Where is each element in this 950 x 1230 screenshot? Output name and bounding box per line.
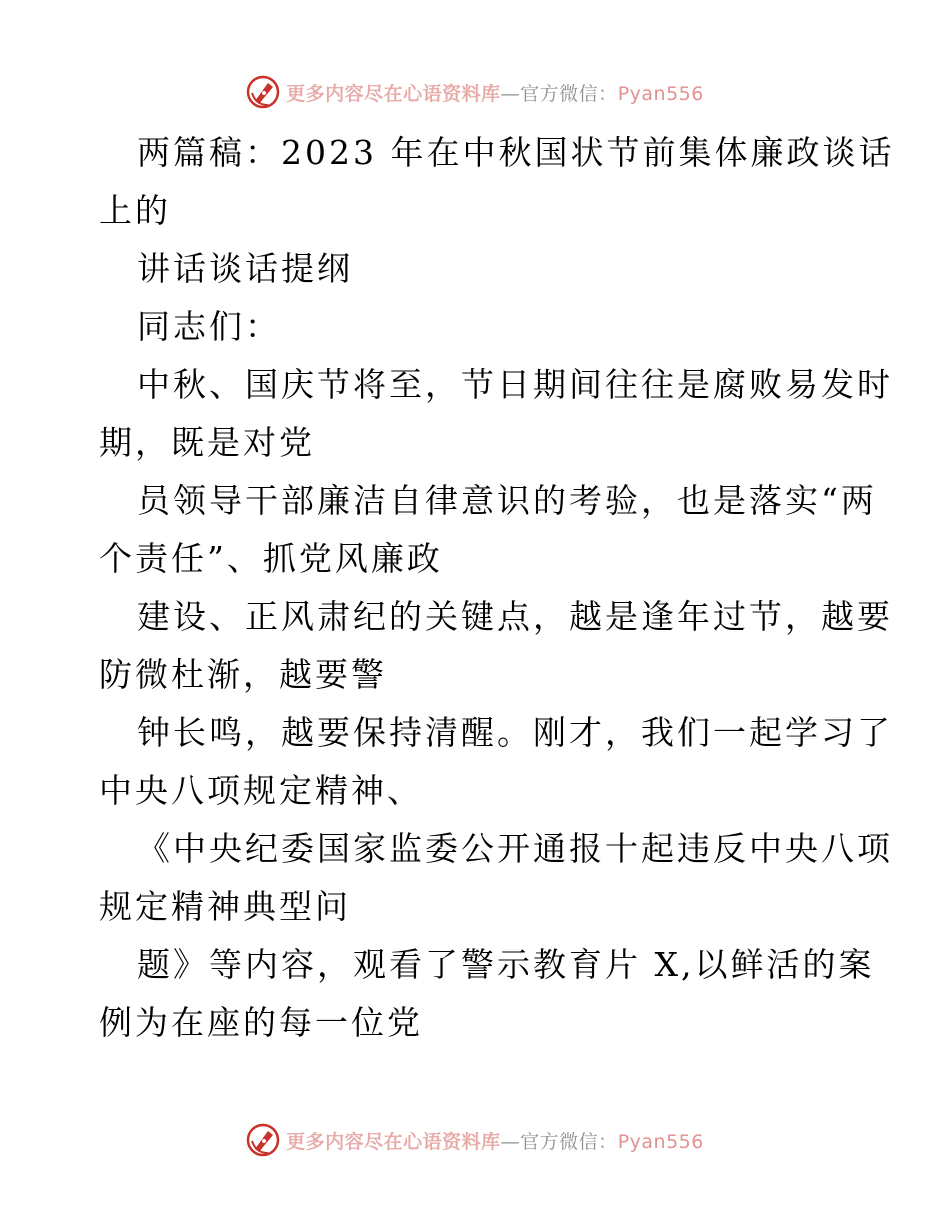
watermark-text [286, 79, 704, 106]
paragraph-line: 防微杜渐，越要警 [99, 655, 387, 694]
paragraph-line: 员领导干部廉洁自律意识的考验，也是落实“两 [137, 481, 877, 520]
paragraph-line: 中秋、国庆节将至，节日期间往往是腐败易发时 [137, 365, 893, 404]
paragraph-line: 建设、正风肃纪的关键点，越是逢年过节，越要 [137, 597, 893, 636]
watermark-brand: 更多内容尽在心语资料库 [286, 82, 501, 105]
watermark-text [286, 1127, 704, 1154]
document-title-line-1: 两篇稿：2023 年在中秋国状节前集体廉政谈话 [137, 133, 895, 172]
watermark-wechat-id: Pyan556 [617, 82, 704, 105]
watermark-dash: — [500, 1130, 521, 1153]
document-subtitle: 讲话谈话提纲 [137, 249, 353, 288]
paragraph-line: 例为在座的每一位党 [99, 1003, 423, 1042]
paragraph-line: 规定精神典型问 [99, 887, 351, 926]
watermark-brand: 更多内容尽在心语资料库 [286, 1130, 501, 1153]
footer-watermark [0, 1120, 950, 1160]
paragraph-line: 个责任”、抓党风廉政 [99, 539, 443, 578]
watermark-official-label: 官方微信： [520, 82, 618, 105]
watermark-official-label: 官方微信： [520, 1130, 618, 1153]
document-title-line-2: 上的 [99, 191, 171, 230]
paragraph-line: 期，既是对党 [99, 423, 315, 462]
document-body [99, 124, 895, 1052]
watermark-wechat-id: Pyan556 [617, 1130, 704, 1153]
pen-nib-logo-icon [246, 75, 280, 109]
salutation: 同志们： [137, 307, 281, 346]
paragraph-line: 《中央纪委国家监委公开通报十起违反中央八项 [137, 829, 893, 868]
header-watermark [0, 72, 950, 112]
paragraph-line: 中央八项规定精神、 [99, 771, 423, 810]
pen-nib-logo-icon [246, 1123, 280, 1157]
paragraph-line: 钟长鸣，越要保持清醒。刚才，我们一起学习了 [137, 713, 893, 752]
paragraph-line: 题》等内容，观看了警示教育片 X,以鲜活的案 [137, 945, 875, 984]
watermark-dash: — [500, 82, 521, 105]
